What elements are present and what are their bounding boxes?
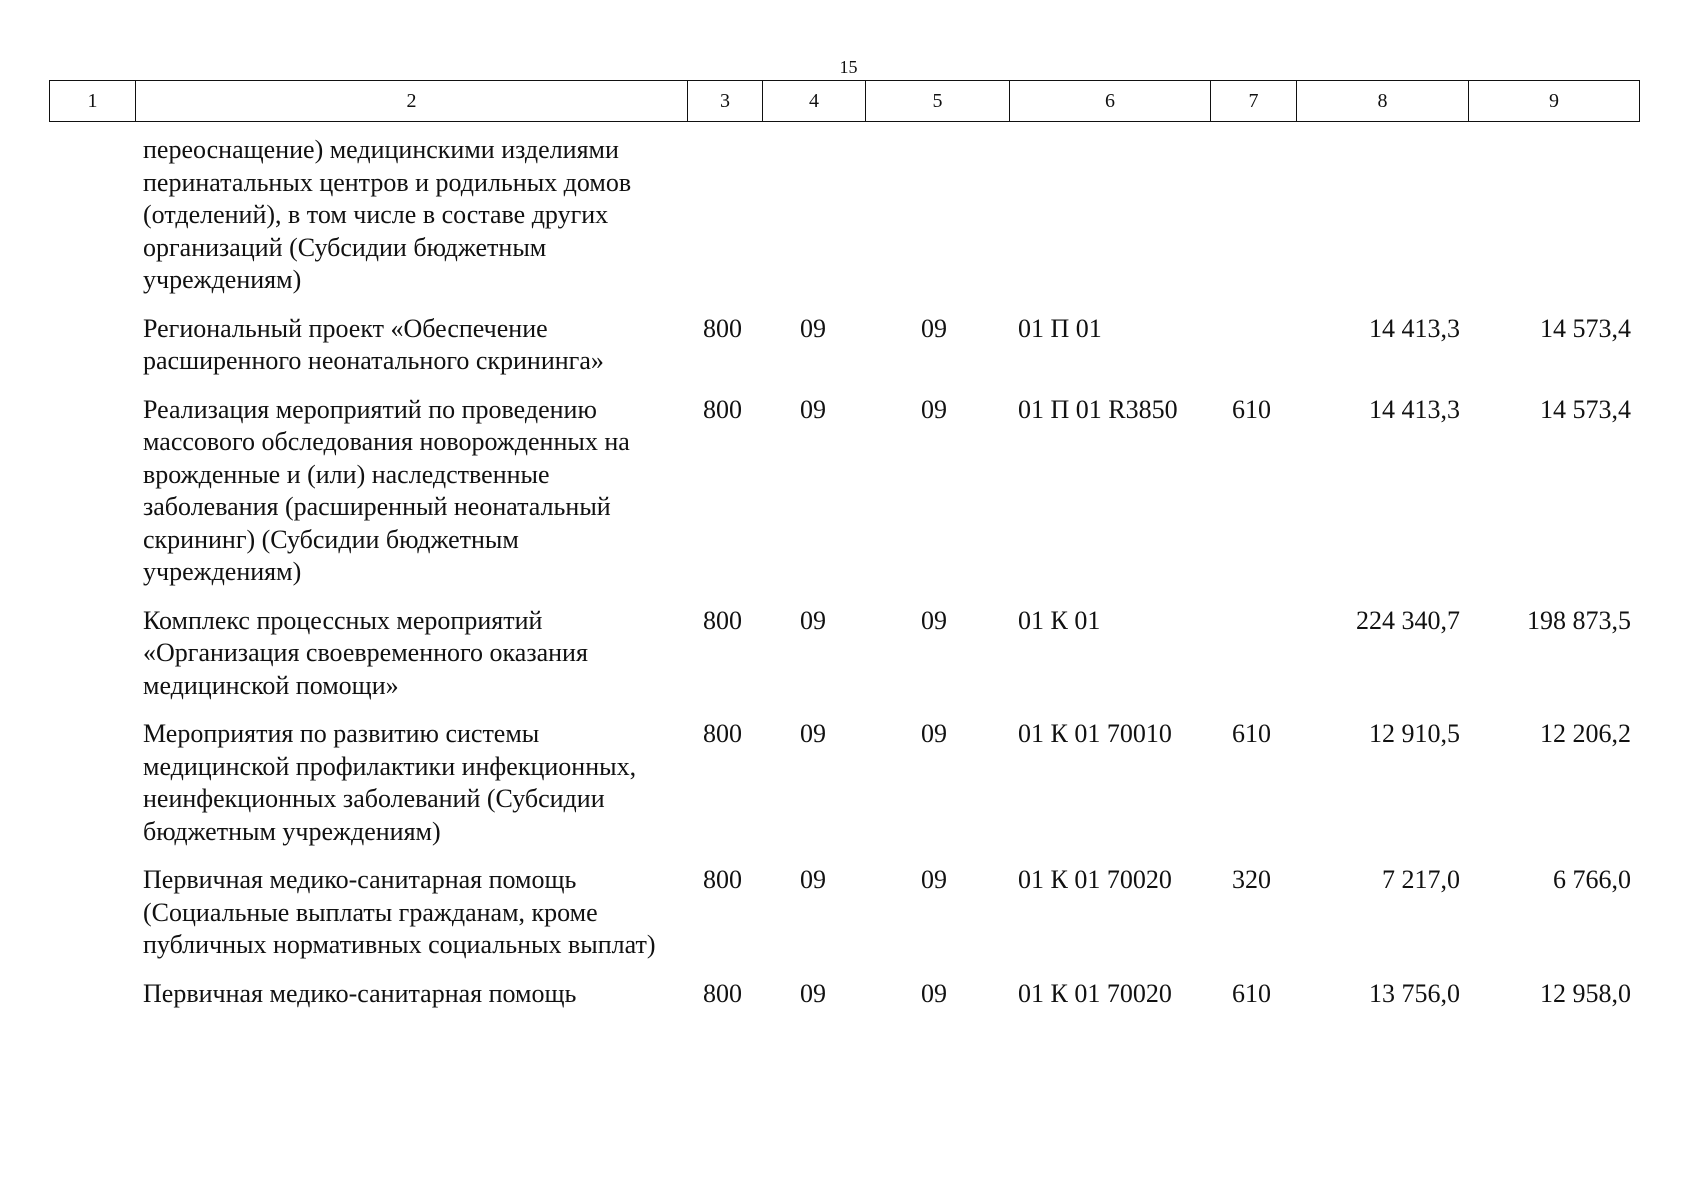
row-expense-type [1210,313,1296,394]
row-sum-year-1: 14 413,3 [1369,313,1460,343]
row-subsection: 09 [921,865,947,894]
row-sum-year-1: 7 217,0 [1382,865,1460,894]
row-expense-type [1210,605,1296,719]
row-sum-year-2: 14 573,4 [1540,394,1631,424]
row-ministry-code: 800 [703,719,742,748]
row-section: 09 [800,605,826,635]
row-name: Реализация мероприятий по проведению массового обследования новорожденных на врожденные и (или) наследственные заболевания (расширенный неонатальный скрининг) (Субсидии бюджетным учреждениям) [143,394,630,586]
row-name: Региональный проект «Обеспечение расширенного неонатального скрининга» [143,313,604,375]
row-ministry-code: 800 [703,313,742,343]
row-section: 09 [800,313,826,343]
column-number-6: 6 [1010,81,1211,122]
table-row [49,978,1639,1027]
row-section: 09 [800,978,826,1008]
row-target-article [1009,134,1210,313]
table-row [49,718,1639,864]
row-target-article: 01 П 01 R3850 [1018,394,1178,424]
row-target-article: 01 К 01 70020 [1018,865,1172,894]
column-number-8: 8 [1297,81,1469,122]
row-name: Комплекс процессных мероприятий «Организация своевременного оказания медицинской помощи» [143,605,588,700]
column-number-1: 1 [50,81,136,122]
row-expense-type [1210,134,1296,313]
row-section: 09 [800,865,826,894]
row-subsection: 09 [921,394,947,424]
budget-table [49,134,1639,1026]
row-subsection [865,134,1009,313]
row-target-article: 01 П 01 [1018,313,1102,343]
row-target-article: 01 К 01 70010 [1018,719,1172,748]
table-row [49,864,1639,978]
row-subsection: 09 [921,719,947,748]
column-number-5: 5 [866,81,1010,122]
row-expense-type: 320 [1232,865,1271,894]
row-sum-year-2: 12 206,2 [1540,719,1631,748]
row-name: Мероприятия по развитию системы медицинской профилактики инфекционных, неинфекционных заболеваний (Субсидии бюджетным учреждениям) [143,719,637,846]
column-number-9: 9 [1469,81,1640,122]
row-target-article: 01 К 01 [1018,605,1101,635]
row-expense-type: 610 [1232,719,1271,748]
row-sum-year-2 [1468,134,1639,313]
table-row [49,313,1639,394]
row-ministry-code: 800 [703,605,742,635]
column-number-header [49,80,1640,122]
table-row [49,394,1639,605]
row-ministry-code: 800 [703,865,742,894]
column-number-3: 3 [688,81,763,122]
row-ministry-code: 800 [703,978,742,1008]
row-subsection: 09 [921,313,947,343]
column-number-7: 7 [1211,81,1297,122]
row-name: Первичная медико-санитарная помощь (Социальные выплаты гражданам, кроме публичных нормативных социальных выплат) [143,865,656,959]
row-name: переоснащение) медицинскими изделиями перинатальных центров и родильных домов (отделений), в том числе в составе других организаций (Субсидии бюджетным учреждениям) [143,135,632,294]
page-number: 15 [839,57,858,77]
row-sum-year-1 [1296,134,1468,313]
row-name: Первичная медико-санитарная помощь [143,978,577,1008]
row-ministry-code [687,134,762,313]
row-sum-year-1: 14 413,3 [1369,394,1460,424]
row-target-article: 01 К 01 70020 [1018,978,1172,1008]
row-sum-year-2: 6 766,0 [1553,865,1631,894]
table-row [49,134,1639,313]
row-sum-year-2: 12 958,0 [1540,978,1631,1008]
column-number-2: 2 [136,81,688,122]
row-ministry-code: 800 [703,394,742,424]
row-expense-type: 610 [1232,978,1271,1008]
row-sum-year-1: 224 340,7 [1356,605,1460,635]
row-sum-year-2: 14 573,4 [1540,313,1631,343]
row-sum-year-1: 13 756,0 [1369,978,1460,1008]
row-subsection: 09 [921,605,947,635]
row-section [762,134,865,313]
table-row [49,605,1639,719]
column-number-4: 4 [763,81,866,122]
row-subsection: 09 [921,978,947,1008]
row-sum-year-2: 198 873,5 [1527,605,1631,635]
row-section: 09 [800,719,826,748]
row-sum-year-1: 12 910,5 [1369,719,1460,748]
row-section: 09 [800,394,826,424]
row-expense-type: 610 [1232,394,1271,424]
